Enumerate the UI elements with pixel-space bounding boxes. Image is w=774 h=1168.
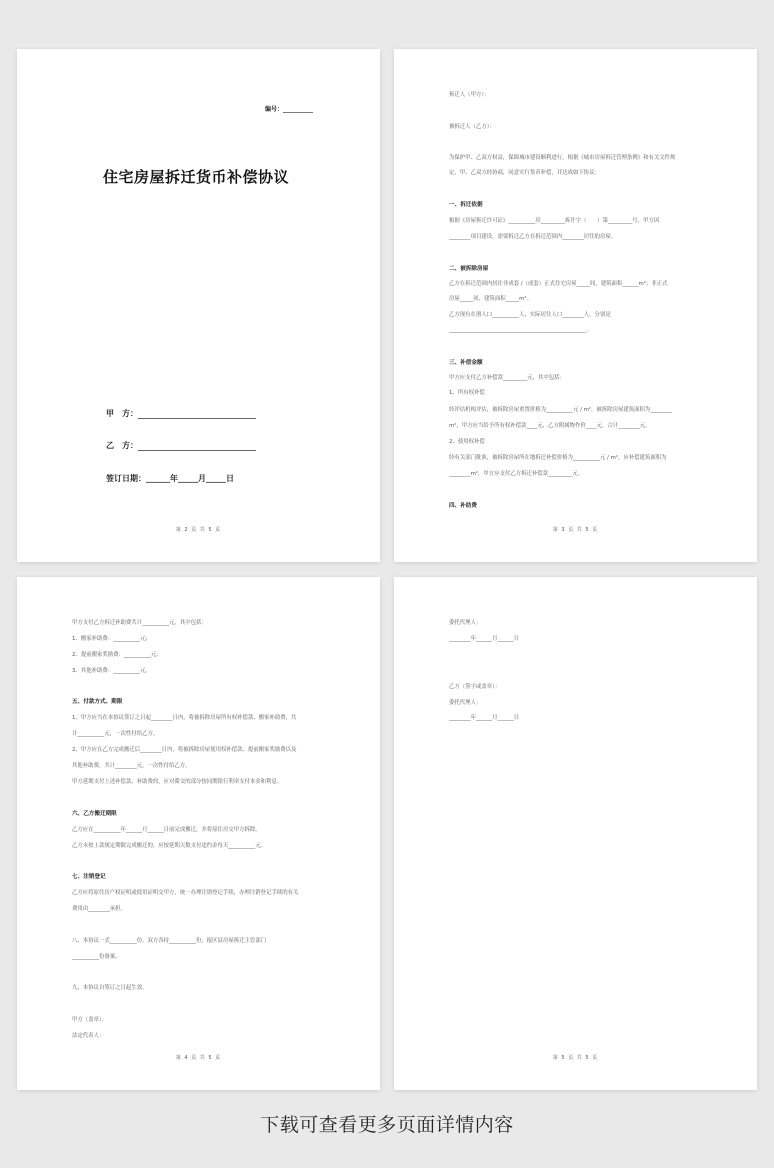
section-heading: 五、付款方式、期限 xyxy=(72,699,123,705)
text-line: ________年______月______日 xyxy=(449,715,520,721)
text-line: 乙方现有在册人口__________人，实际居住人口________人，分别是 xyxy=(449,312,611,318)
page-number: 第 2 页 共 5 页 xyxy=(175,527,222,533)
text-line: 八、本协议一式__________份，双方各持__________份，报区县房屋拆迁主管部门 xyxy=(72,938,267,944)
text-line: 计__________元，一次性付给乙方。 xyxy=(72,731,159,737)
section-heading: 四、补助费 xyxy=(449,503,477,509)
text-line: 乙方在拆迁范围内居住非成套 /（成套）正式住宅房屋_____间，建筑面积______m²；非正式 xyxy=(449,281,668,287)
party-b-field xyxy=(106,440,256,451)
party-a-label: 甲 方： xyxy=(106,409,138,418)
text-line: 3、其他补助费：__________元。 xyxy=(72,668,151,674)
page-2 xyxy=(394,49,757,562)
text-line: 2、使用权补偿 xyxy=(449,439,485,445)
text-line: 九、本协议自签订之日起生效。 xyxy=(72,985,148,991)
text-line: 甲方延期支付上述补偿款、补助费的，应对滞交的部分按同期银行利率支付本金和利息。 xyxy=(72,779,283,785)
section-heading: 二、被拆除房屋 xyxy=(449,266,489,272)
section-heading: 三、补偿金额 xyxy=(449,360,483,366)
footer-caption: 下载可查看更多页面详情内容 xyxy=(260,1114,514,1136)
page-cover xyxy=(17,49,380,562)
text-line: __________份备案。 xyxy=(72,954,121,960)
text-line: 被拆迁人（乙方）： xyxy=(449,124,495,130)
document-title: 住宅房屋拆迁货币补偿协议 xyxy=(103,168,290,186)
text-line: ________m²，甲方应支付乙方拆迁补偿款_________元。 xyxy=(449,471,584,477)
text-line: 甲方支付乙方拆迁补助费共计__________元，其中包括： xyxy=(72,620,207,626)
text-line: 拆迁人（甲方）： xyxy=(449,92,490,98)
text-line: 1、搬家补助费：__________元； xyxy=(72,636,151,642)
page-4 xyxy=(394,577,757,1090)
section-heading: 七、注销登记 xyxy=(72,874,106,880)
text-line: 根据《房屋拆迁许可证》__________房_________拆许字（ ）第_________号，甲方因 xyxy=(449,218,660,224)
text-line: ___________________________________________________。 xyxy=(449,327,592,333)
text-line: 乙方应将原住房产权证明或使用证明交甲方，统一办理注销登记手续，办理注销登记手续的有关 xyxy=(72,890,299,896)
page-3 xyxy=(17,577,380,1090)
text-line: 委托代理人： xyxy=(449,700,482,706)
page-number: 第 4 页 共 5 页 xyxy=(175,1055,222,1061)
text-line: 乙方未按上款规定期限完成搬迁的，应按延期天数支付违约金每天__________元。 xyxy=(72,843,267,849)
party-a-field xyxy=(106,408,256,419)
page-number: 第 3 页 共 5 页 xyxy=(552,527,599,533)
text-line: 房屋_____间，建筑面积_____m²。 xyxy=(449,296,532,302)
text-line: 甲方应支付乙方补偿款_________元，其中包括： xyxy=(449,375,565,381)
text-line: 其他补助费，共计________元，一次性付给乙方。 xyxy=(72,763,191,769)
text-line: 经评估机构评估，被拆除房屋重置价格为__________元 / m²，被拆除房屋建筑面积为________ xyxy=(449,407,672,413)
document-number-label: 编号：__________ xyxy=(265,106,314,113)
text-line: 甲方（盖章）： xyxy=(72,1017,108,1023)
text-line: 委托代理人： xyxy=(449,620,482,626)
sign-date-label: 签订日期：______年_____月_____日 xyxy=(106,474,234,483)
text-line: 2、提前搬家奖励费：__________元； xyxy=(72,652,162,658)
text-line: 为保护甲、乙双方权益，保障城市建设顺利进行，根据《城市房屋拆迁管理条例》和有关文件规 xyxy=(449,155,676,161)
text-line: 1、甲方应当在本协议签订之日起________日内，将被拆除房屋所有权补偿款、搬家补助费，共 xyxy=(72,715,297,721)
sign-date-field xyxy=(106,473,234,484)
text-line: ________项目建设，需要拆迁乙方在拆迁范围内________居住的房屋。 xyxy=(449,234,617,240)
text-line: m²，甲方应当给予所有权补偿款____元，乙方附属物作价____元，合计________元。 xyxy=(449,423,651,429)
text-line: 费用由________承担。 xyxy=(72,906,126,912)
text-line: 乙方应在__________年______月______日前完成搬迁，并将原住房交甲方拆除。 xyxy=(72,827,261,833)
text-line: 乙方（签字或盖章）： xyxy=(449,684,501,690)
section-heading: 六、乙方搬迁期限 xyxy=(72,811,117,817)
page-number: 第 5 页 共 5 页 xyxy=(552,1055,599,1061)
text-line: 定，甲、乙双方经协商，同意实行货币补偿，并达成如下协议： xyxy=(449,170,600,176)
text-line: 经有关部门批准，被拆除房屋所在地拆迁补偿价格为__________元 / m²，应补偿建筑面积为 xyxy=(449,455,667,461)
text-line: 1、所有权补偿 xyxy=(449,390,485,396)
text-line: 法定代表人： xyxy=(72,1033,105,1039)
text-line: ________年______月______日 xyxy=(449,636,520,642)
text-line: 2、甲方应在乙方完成搬迁后________日内，将被拆除房屋使用权补偿款、提前搬家奖励费以及 xyxy=(72,747,297,753)
section-heading: 一、拆迁依据 xyxy=(449,202,483,208)
party-b-label: 乙 方： xyxy=(106,441,138,450)
